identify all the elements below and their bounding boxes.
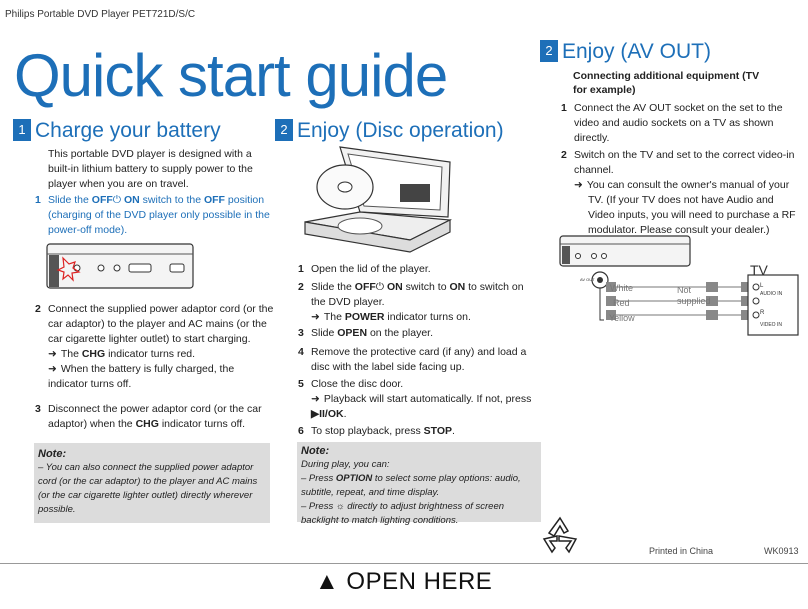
step-number: 2	[35, 303, 41, 315]
section1-intro: This portable DVD player is designed with a built-in lithium battery to supply power to the player when you are on travel.	[48, 148, 253, 190]
recycle-icon	[538, 515, 582, 555]
av-out-label: AV OUT	[580, 277, 595, 282]
section2-note	[297, 442, 541, 526]
section1-number: 1	[13, 119, 31, 141]
video-in-label: VIDEO IN	[760, 322, 782, 328]
section2-step6: 6 To stop playback, press STOP.	[298, 425, 455, 437]
tv-label: TV	[750, 262, 768, 278]
section1-heading	[13, 119, 221, 143]
open-here-label[interactable]: ▲ OPEN HERE	[315, 568, 493, 595]
step-number: 2	[298, 281, 304, 293]
section1-title: Charge your battery	[35, 119, 221, 142]
section2-step3: 3 Slide OPEN on the player.	[298, 327, 433, 339]
note-line: – Press OPTION to select some play options: audio, subtitle, repeat, and time display.	[301, 473, 521, 498]
step-number: 3	[298, 327, 304, 339]
printed-in: Printed in China	[649, 546, 714, 556]
audio-l-label: L	[760, 283, 764, 289]
player-side-illustration	[45, 240, 195, 298]
section2-step2: 2 Slide the OFF⏻ ON switch to ON to switch on the DVD player. ➜ The POWER indicator turns on.	[298, 281, 524, 323]
section3-subtitle: Connecting additional equipment (TV for example)	[573, 70, 760, 96]
step-number: 2	[561, 149, 567, 161]
section3-heading	[540, 40, 711, 64]
product-line: Philips Portable DVD Player PET721D/S/C	[5, 9, 196, 20]
not-supplied-label: Not supplied	[677, 285, 711, 306]
step-number: 4	[298, 346, 304, 358]
cable-white-label: White	[610, 283, 634, 293]
cable-yellow-label: Yellow	[609, 313, 635, 323]
note-title: Note:	[301, 445, 330, 457]
note-line: – Press ☼ directly to adjust brightness of screen backlight to match lighting conditions.	[301, 501, 505, 526]
section2-step5: 5 Close the disc door. ➜ Playback will start automatically. If not, press ▶II/OK.	[298, 378, 532, 420]
step-number: 3	[35, 403, 41, 415]
section1-step3: 3 Disconnect the power adaptor cord (or the car adaptor) when the CHG indicator turns off.	[35, 403, 262, 430]
section3-title: Enjoy (AV OUT)	[562, 40, 711, 63]
section1-step1: 1 Slide the OFF⏻ ON switch to the OFF position (charging of the DVD player only possible in the power-off mode).	[35, 194, 270, 236]
page-title: Quick start guide	[14, 42, 448, 109]
section2-step4: 4 Remove the protective card (if any) and load a disc with the label side facing up.	[298, 346, 527, 373]
audio-in-label: AUDIO IN	[760, 291, 783, 297]
section1-step2: 2 Connect the supplied power adaptor cord (or the car adaptor) to the player and AC mains (or the car cigarette lighter outlet) to start charging. ➜ The CHG indicator turns red. ➜ When the battery is fully charged, the indicator turns off.	[35, 303, 274, 390]
dvd-player-illustration	[300, 142, 460, 257]
section2-step1: 1 Open the lid of the player.	[298, 263, 431, 275]
note-title: Note:	[38, 448, 67, 460]
audio-r-label: R	[760, 310, 765, 316]
step-number: 1	[298, 263, 304, 275]
step-number: 5	[298, 378, 304, 390]
section3-step2: 2 Switch on the TV and set to the correct video-in channel. ➜ You can consult the owner's manual of your TV. (If your TV does not have Audio and Video inputs, you will need to purchase a RF modulator. Please consult your dealer.)	[561, 149, 796, 236]
note-text: – You can also connect the supplied power adaptor cord (or the car adaptor) to the player and AC mains (or the car cigarette lighter outlet) directly wherever possible.	[38, 462, 258, 515]
section3-step1: 1 Connect the AV OUT socket on the set to the video and audio sockets on a TV as shown directly.	[561, 102, 783, 144]
footer-rule	[0, 563, 808, 564]
step-number: 1	[561, 102, 567, 114]
section3-number: 2	[540, 40, 558, 62]
section1-note	[34, 443, 270, 523]
step-number: 1	[35, 194, 41, 206]
doc-code: WK0913	[764, 546, 799, 556]
section2-heading	[275, 119, 504, 143]
step-number: 6	[298, 425, 304, 437]
note-line: During play, you can:	[301, 459, 390, 470]
section2-number: 2	[275, 119, 293, 141]
cable-red-label: Red	[613, 298, 630, 308]
section2-title: Enjoy (Disc operation)	[297, 119, 504, 142]
